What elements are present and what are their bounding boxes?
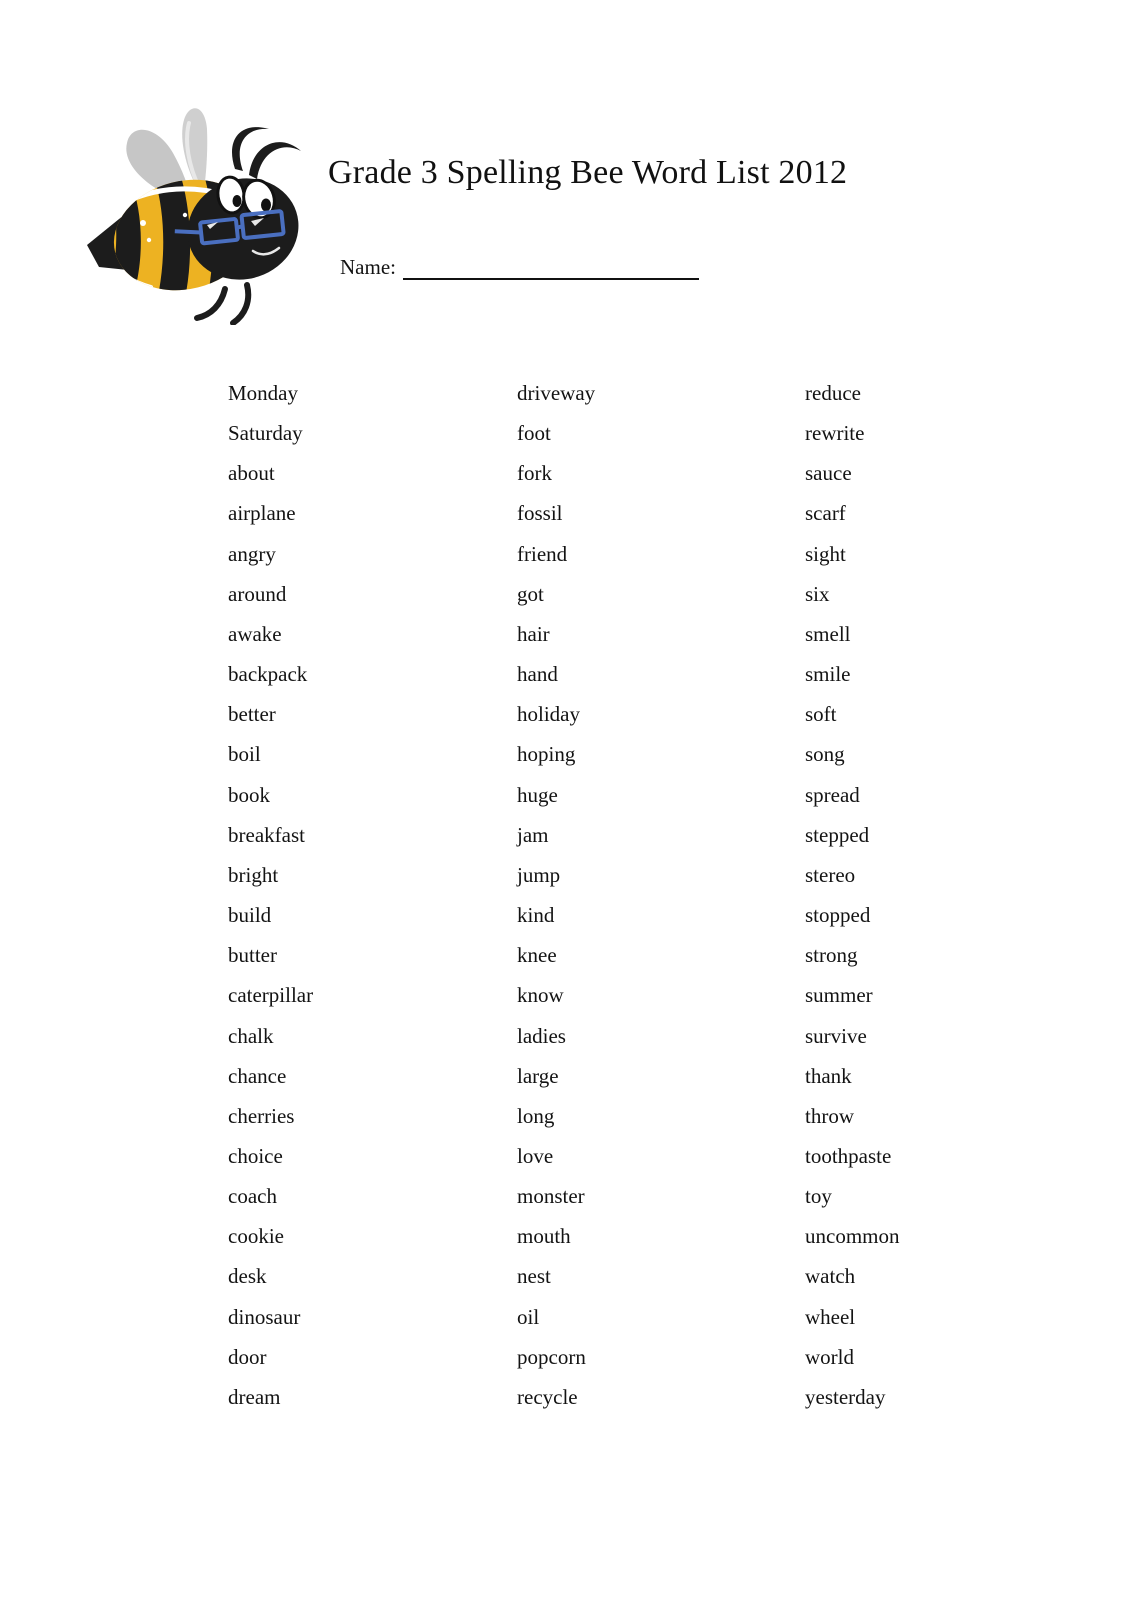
word-item: about: [228, 461, 275, 486]
word-item: fossil: [517, 501, 563, 526]
word-item: jump: [517, 862, 561, 887]
word-item: awake: [228, 621, 282, 646]
word-item: thank: [805, 1063, 852, 1088]
word-item: smell: [805, 621, 851, 646]
word-item: desk: [228, 1264, 267, 1289]
word-item: kind: [517, 903, 555, 928]
word-item: reduce: [805, 381, 861, 405]
word-item: hair: [517, 621, 550, 646]
word-item: yesterday: [805, 1384, 886, 1409]
word-item: knee: [517, 943, 557, 968]
word-item: boil: [228, 742, 261, 767]
word-item: jam: [517, 822, 549, 847]
word-item: backpack: [228, 662, 308, 687]
word-item: cookie: [228, 1224, 284, 1249]
word-item: airplane: [228, 501, 296, 526]
word-item: chalk: [228, 1023, 274, 1048]
word-item: throw: [805, 1103, 854, 1128]
bee-legs: [197, 285, 248, 323]
word-item: caterpillar: [228, 983, 314, 1008]
name-label: Name:: [340, 255, 396, 279]
word-item: six: [805, 581, 830, 606]
word-item: hoping: [517, 742, 576, 767]
word-item: popcorn: [517, 1344, 586, 1369]
word-item: strong: [805, 943, 858, 968]
word-item: wheel: [805, 1304, 856, 1329]
word-item: stereo: [805, 862, 856, 887]
word-item: large: [517, 1063, 559, 1088]
word-item: book: [228, 782, 270, 807]
word-item: love: [517, 1143, 554, 1168]
word-item: scarf: [805, 501, 846, 526]
word-item: smile: [805, 662, 851, 687]
word-item: stopped: [805, 903, 871, 928]
word-item: world: [805, 1344, 854, 1369]
word-item: choice: [228, 1143, 283, 1168]
word-item: build: [228, 903, 272, 928]
word-item: monster: [517, 1184, 585, 1209]
word-item: cherries: [228, 1103, 295, 1128]
word-item: friend: [517, 541, 568, 566]
word-column-2: [517, 373, 595, 1417]
word-item: know: [517, 983, 564, 1008]
word-item: bright: [228, 862, 279, 887]
name-row: [340, 254, 699, 280]
word-item: driveway: [517, 381, 596, 405]
word-item: stepped: [805, 822, 870, 847]
word-item: coach: [228, 1184, 277, 1209]
word-item: hand: [517, 662, 558, 687]
word-item: oil: [517, 1304, 540, 1329]
word-column-1: [228, 373, 313, 1417]
bee-icon: [85, 95, 325, 325]
word-item: nest: [517, 1264, 551, 1289]
word-item: holiday: [517, 702, 580, 727]
word-column-3: [805, 373, 900, 1417]
word-item: foot: [517, 421, 551, 446]
word-item: survive: [805, 1023, 867, 1048]
word-item: huge: [517, 782, 558, 807]
word-item: angry: [228, 541, 276, 566]
word-item: better: [228, 702, 276, 727]
word-item: uncommon: [805, 1224, 900, 1249]
word-item: Saturday: [228, 421, 303, 446]
page-title: Grade 3 Spelling Bee Word List 2012: [328, 154, 848, 191]
word-item: recycle: [517, 1384, 578, 1409]
word-item: toy: [805, 1184, 832, 1209]
name-blank-line: [403, 254, 699, 280]
word-item: song: [805, 742, 845, 767]
word-item: long: [517, 1103, 555, 1128]
word-item: door: [228, 1344, 267, 1369]
word-item: dream: [228, 1384, 281, 1409]
word-item: sight: [805, 541, 846, 566]
bee-antenna-right: [249, 142, 301, 179]
word-item: spread: [805, 782, 860, 807]
word-item: ladies: [517, 1023, 566, 1048]
word-item: rewrite: [805, 421, 865, 446]
word-item: soft: [805, 702, 837, 727]
word-item: chance: [228, 1063, 287, 1088]
word-item: breakfast: [228, 822, 305, 847]
word-item: summer: [805, 983, 873, 1008]
word-item: dinosaur: [228, 1304, 301, 1329]
word-item: butter: [228, 943, 277, 968]
word-item: watch: [805, 1264, 856, 1289]
word-item: got: [517, 581, 544, 606]
word-item: sauce: [805, 461, 852, 486]
word-item: fork: [517, 461, 552, 486]
word-item: Monday: [228, 381, 298, 405]
word-item: around: [228, 581, 287, 606]
word-item: mouth: [517, 1224, 571, 1249]
word-item: toothpaste: [805, 1143, 892, 1168]
